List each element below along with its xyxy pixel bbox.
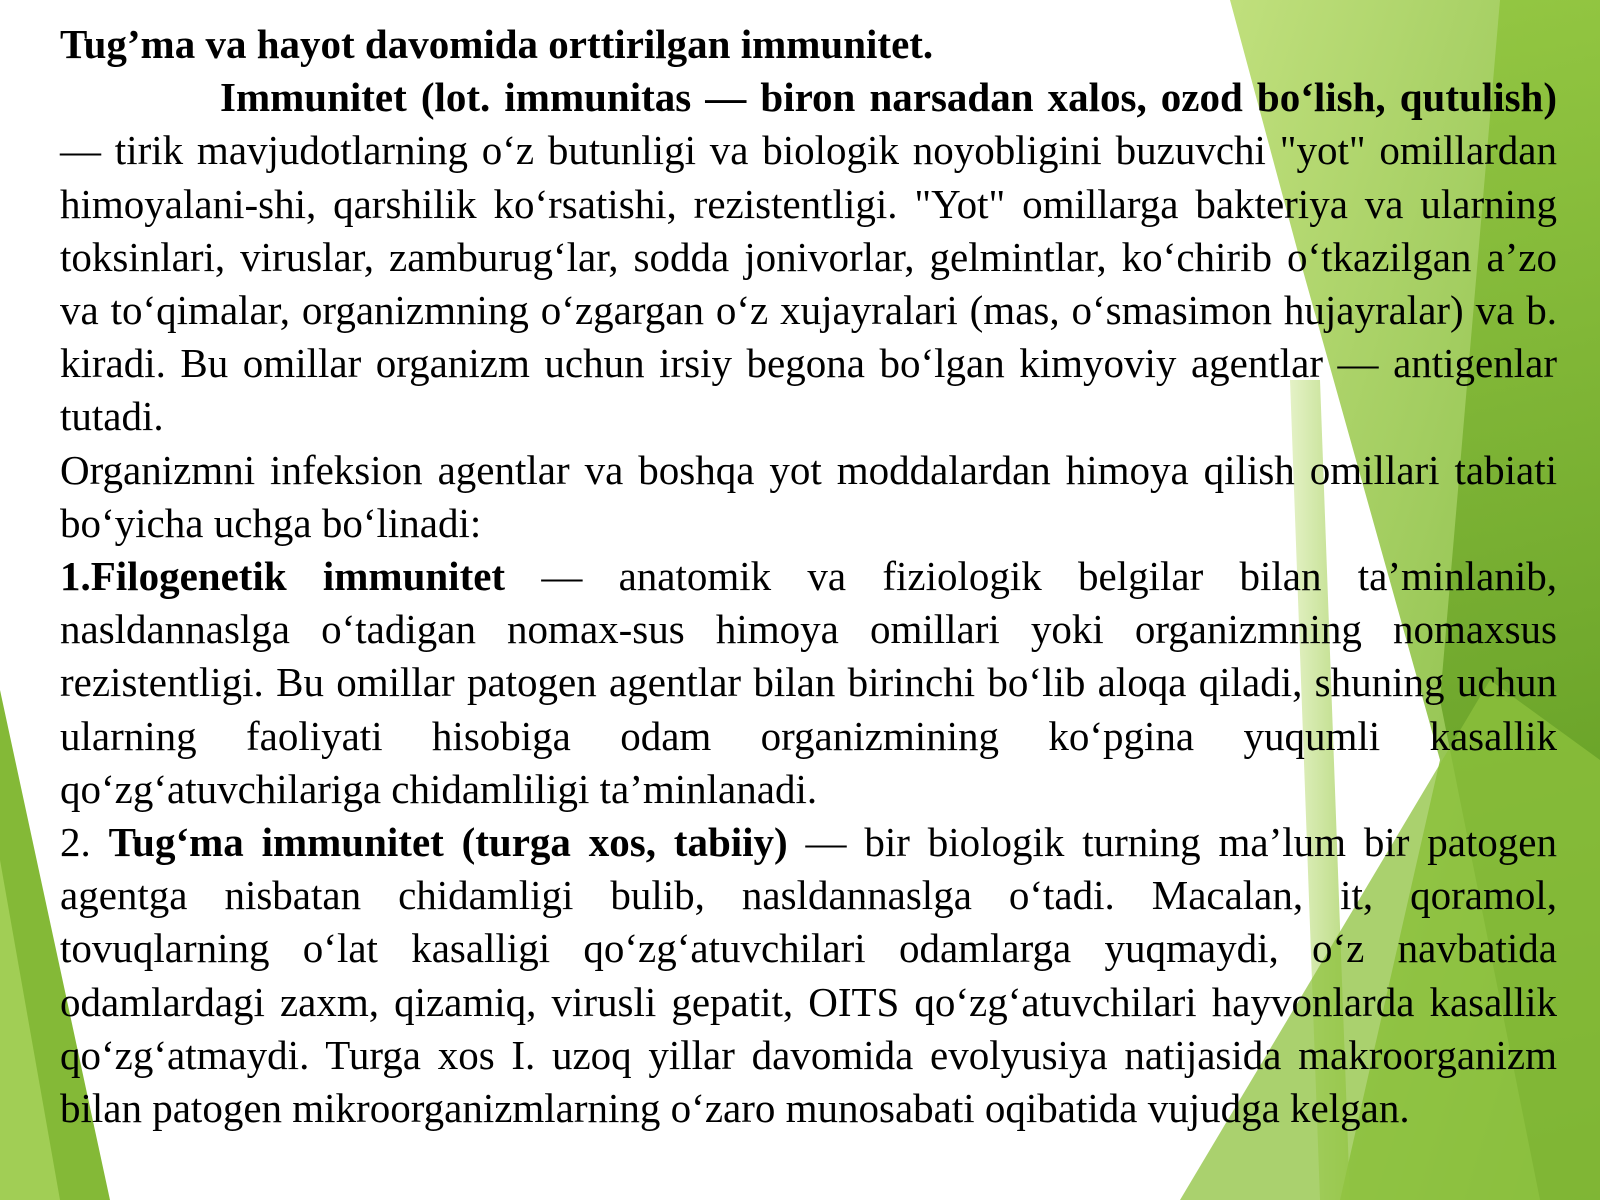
- item1-label: 1.Filogenetik immunitet: [60, 553, 506, 600]
- term-immunitet: Immunitet: [220, 74, 407, 121]
- paragraph-immunity-definition: [60, 71, 1557, 443]
- definition-text: — tirik mavjudotlarning o‘z butunligi va biologik noyobligini buzuvchi "yot" omillardan himoyalani-shi, qarshilik ko‘rsatishi, rezistentligi. "Yot" omillarga bakteriya va ularning toksinlari, viruslar, zamburug‘lar, sodda jonivorlar, gelmintlar, ko‘chirib o‘tkazilgan a’zo va to‘qimalar, organizmning o‘zgargan o‘z xujayralari (mas, o‘smasimon hujayralar) va b. kiradi. Bu omillar organizm uchun irsiy begona bo‘lgan kimyoviy agentlar — antigenlar tutadi.: [60, 127, 1557, 440]
- item2-number: 2.: [60, 819, 109, 866]
- term-gloss: (lot. immunitas — biron narsadan xalos, ozod bo‘lish, qutulish): [406, 74, 1557, 121]
- slide-text: [60, 18, 1557, 1135]
- item2-text: — bir biologik turning ma’lum bir patogen agentga nisbatan chidamligi bulib, nasldannaslga o‘tadi. Macalan, it, qoramol, tovuqlarning o‘lat kasalligi qo‘zg‘atuvchilari odamlarga yuqmaydi, o‘z navbatida odamlardagi zaxm, qizamiq, virusli gepatit, OITS qo‘zg‘atuvchilari hayvonlarda kasallik qo‘zg‘atmaydi. Turga xos I. uzoq yillar davomida evolyusiya natijasida makroorganizm bilan patogen mikroorganizmlarning o‘zaro munosabati oqibatida vujudga kelgan.: [60, 819, 1557, 1132]
- item2-label: Tug‘ma immunitet (turga xos, tabiiy): [108, 819, 788, 866]
- title-text: Tug’ma va hayot davomida orttirilgan immunitet.: [60, 21, 934, 67]
- list-item-2: [60, 816, 1557, 1135]
- list-item-1: [60, 550, 1557, 816]
- paragraph-classification: [60, 444, 1557, 550]
- item1-text: — anatomik va fiziologik belgilar bilan ta’minlanib, nasldannaslga o‘tadigan nomax-sus himoya omillari yoki organizmning nomaxsus rezistentligi. Bu omillar patogen agentlar bilan birinchi bo‘lib aloqa qiladi, shuning uchun ularning faoliyati hisobiga odam organizmining ko‘pgina yuqumli kasallik qo‘zg‘atuvchilariga chidamliligi ta’minlanadi.: [60, 553, 1557, 812]
- slide-title: [60, 18, 1557, 71]
- classification-text: Organizmni infeksion agentlar va boshqa yot moddalardan himoya qilish omillari tabiati bo‘yicha uchga bo‘linadi:: [60, 446, 1557, 546]
